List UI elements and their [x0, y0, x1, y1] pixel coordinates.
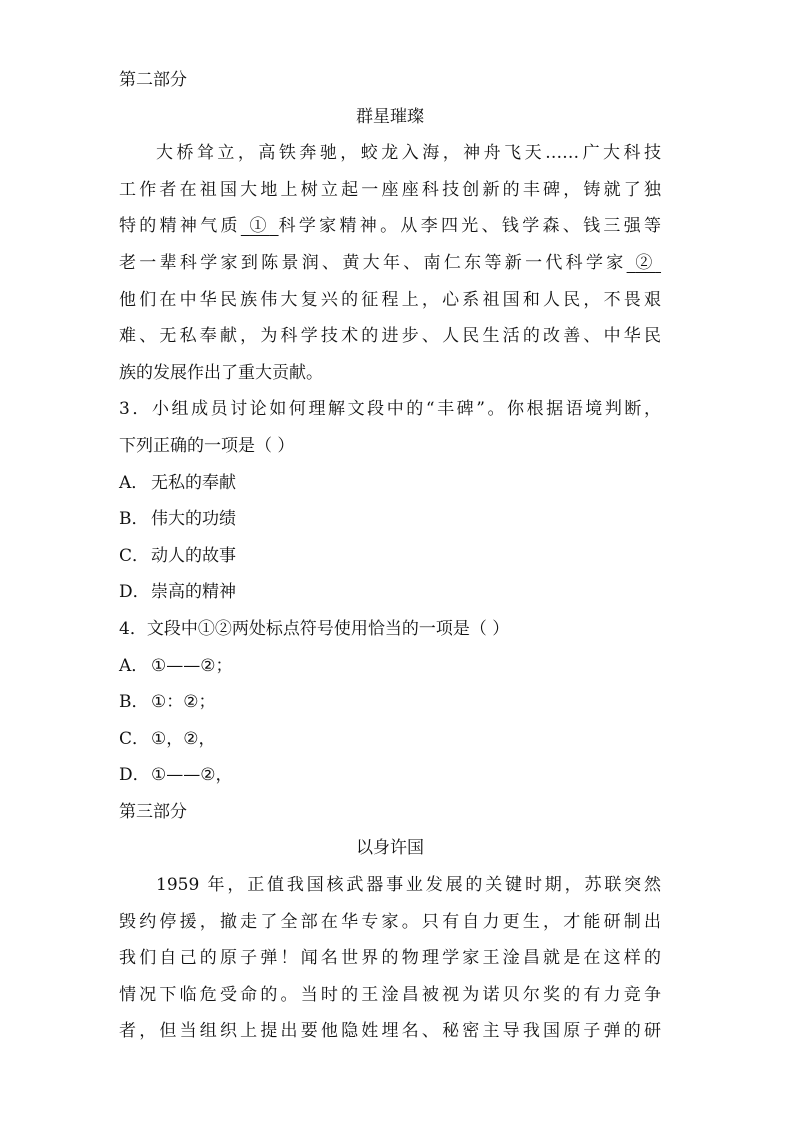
question-3-stem: 3．小组成员讨论如何理解文段中的“丰碑”。你根据语境判断，	[119, 399, 661, 420]
option-text: 崇高的精神	[151, 582, 236, 603]
option-b	[119, 501, 661, 538]
paragraph-line: 我们自己的原子弹！闻名世界的物理学家王淦昌就是在这样的	[119, 948, 661, 969]
part3-heading: 第三部分	[119, 801, 187, 822]
option-text: 动人的故事	[151, 545, 236, 566]
option-d	[119, 757, 661, 794]
paragraph-line	[119, 245, 661, 282]
option-letter: A．	[119, 655, 149, 676]
option-b	[119, 684, 661, 721]
part2-heading: 第二部分	[119, 70, 187, 90]
paragraph-text: 特的精神气质	[119, 216, 241, 237]
paragraph-line: 工作者在祖国大地上树立起一座座科技创新的丰碑，铸就了独	[119, 179, 661, 200]
paragraph-line: 大桥耸立，高铁奔驰，蛟龙入海，神舟飞天……广大科技	[156, 143, 661, 164]
option-text: 无私的奉献	[151, 472, 236, 493]
option-text: 伟大的功绩	[151, 509, 236, 530]
paragraph-text: 老一辈科学家到陈景润、黄大年、南仁东等新一代科学家	[119, 252, 627, 273]
blank-mark-1-number: ①	[249, 216, 270, 237]
option-letter: D．	[119, 582, 150, 603]
option-a	[119, 465, 661, 502]
option-text: ①：②；	[151, 692, 216, 713]
option-letter: C．	[119, 545, 150, 566]
paragraph-line: 1959 年，正值我国核武器事业发展的关键时期，苏联突然	[156, 875, 661, 896]
option-c	[119, 721, 661, 758]
option-letter: B．	[119, 692, 149, 713]
paragraph-line	[119, 208, 661, 245]
blank-mark-2-number: ②	[635, 252, 656, 273]
question-3-stem-cont: 下列正确的一项是（ ）	[119, 435, 295, 456]
blank-mark-2	[627, 253, 661, 273]
paragraph-line: 族的发展作出了重大贡献。	[119, 362, 323, 383]
option-text: ①，②，	[151, 728, 216, 749]
option-c	[119, 538, 661, 575]
part3-paragraph	[119, 867, 661, 1050]
paragraph-line: 难、无私奉献，为科学技术的进步、人民生活的改善、中华民	[119, 326, 661, 347]
paragraph-line: 他们在中华民族伟大复兴的征程上，心系祖国和人民，不畏艰	[119, 289, 661, 310]
paragraph-text: 科学家精神。从李四光、钱学森、钱三强等	[278, 216, 662, 237]
option-letter: B．	[119, 509, 149, 530]
paragraph-line: 者，但当组织上提出要他隐姓埋名、秘密主导我国原子弹的研	[119, 1021, 661, 1042]
part2-title: 群星璀璨	[356, 106, 424, 127]
paragraph-line: 情况下临危受命的。当时的王淦昌被视为诺贝尔奖的有力竞争	[119, 984, 661, 1005]
question-4-stem: 4．文段中①②两处标点符号使用恰当的一项是（ ）	[119, 618, 510, 639]
question-3	[119, 391, 661, 611]
part2-paragraph	[119, 135, 661, 391]
option-d	[119, 574, 661, 611]
paragraph-line: 毁约停援，撤走了全部在华专家。只有自力更生，才能研制出	[119, 911, 661, 932]
option-a	[119, 648, 661, 685]
part3-title: 以身许国	[356, 838, 424, 859]
option-letter: A．	[119, 472, 149, 493]
option-text: ①——②；	[151, 655, 233, 676]
blank-mark-1	[241, 216, 279, 236]
document-page	[119, 62, 661, 1050]
question-4	[119, 611, 661, 794]
option-letter: D．	[119, 765, 150, 786]
option-text: ①——②，	[151, 765, 233, 786]
option-letter: C．	[119, 728, 150, 749]
